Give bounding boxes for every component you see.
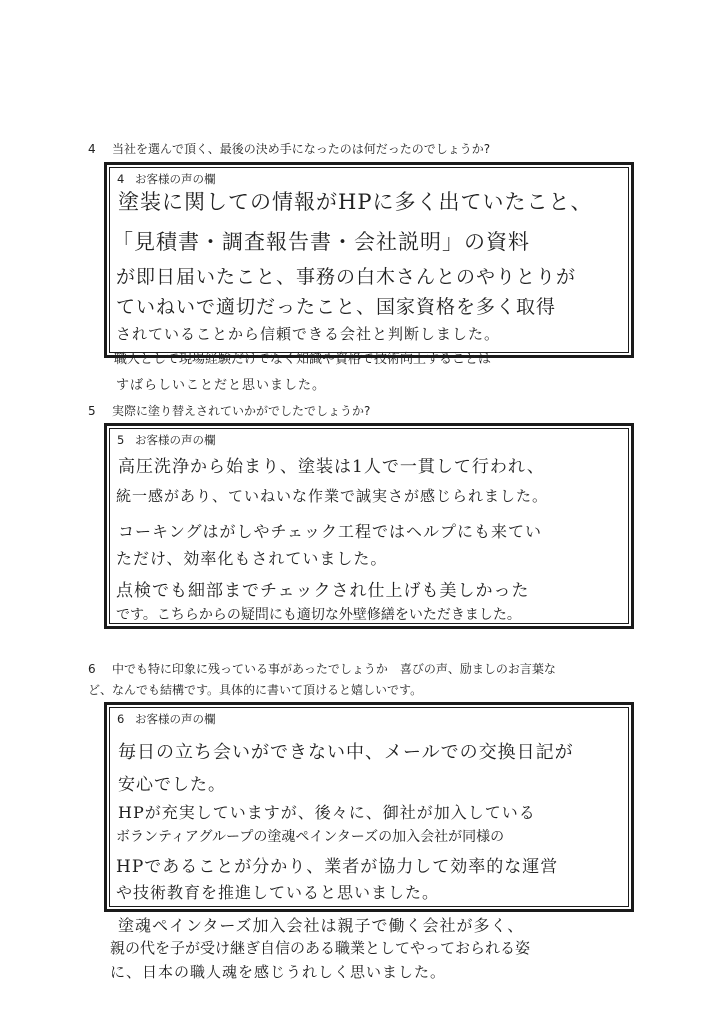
answer-4-line: 塗装に関しての情報がHPに多く出ていたこと、 xyxy=(118,190,593,214)
answer-5-line: ただけ、効率化もされていました。 xyxy=(116,549,388,568)
answer-box-4-number: 4 xyxy=(117,172,125,186)
answer-6-line: 毎日の立ち会いができない中、メールでの交換日記が xyxy=(118,742,574,763)
answer-box-4-label xyxy=(117,171,216,187)
question-4-number: 4 xyxy=(88,142,96,156)
question-6 xyxy=(88,660,556,677)
answer-6-after-line: に、日本の職人魂を感じうれしく思いました。 xyxy=(110,963,447,981)
question-5-text: 実際に塗り替えされていかがでしたでしょうか? xyxy=(112,404,371,418)
question-5 xyxy=(88,402,370,419)
answer-4-line: が即日届いたこと、事務の白木さんとのやりとりが xyxy=(116,266,577,288)
question-6-text-line1: 中でも特に印象に残っている事があったでしょうか 喜びの声、励ましのお言葉な xyxy=(112,662,556,676)
question-6-number: 6 xyxy=(88,662,96,676)
answer-6-line: HPであることが分かり、業者が協力して効率的な運営 xyxy=(116,857,559,877)
answer-6-after-line: 親の代を子が受け継ぎ自信のある職業としてやっておられる姿 xyxy=(110,939,531,957)
answer-box-5-number: 5 xyxy=(117,433,125,447)
answer-6-line: や技術教育を推進していると思いました。 xyxy=(116,883,440,902)
answer-4-line: されていることから信頼できる会社と判断しました。 xyxy=(116,325,501,343)
answer-6-after-line: 塗魂ペインターズ加入会社は親子で働く会社が多く、 xyxy=(118,916,525,935)
answer-6-line: 安心でした。 xyxy=(118,775,226,795)
question-4-text: 当社を選んで頂く、最後の決め手になったのは何だったのでしょうか? xyxy=(112,142,491,156)
answer-4-line: すばらしいことだと思いました。 xyxy=(116,378,327,393)
answer-5-line: コーキングはがしやチェック工程ではヘルプにも来てい xyxy=(118,522,543,541)
answer-4-line: ていねいで適切だったこと、国家資格を多く取得 xyxy=(116,296,557,318)
answer-4-line: 職人として現場経験だけでなく知識や資格で技術向上することは xyxy=(114,352,492,367)
answer-box-6-label xyxy=(117,711,216,727)
answer-5-line: です。こちらからの疑問にも適切な外壁修繕をいただきました。 xyxy=(116,607,521,623)
answer-box-4-label-text: お客様の声の欄 xyxy=(135,172,216,186)
question-4 xyxy=(88,140,490,157)
answer-box-6-number: 6 xyxy=(117,712,125,726)
answer-4-line: 「見積書・調査報告書・会社説明」の資料 xyxy=(112,230,530,254)
answer-6-line: HPが充実していますが、後々に、御社が加入している xyxy=(118,803,536,822)
question-6-continued xyxy=(88,681,422,698)
answer-box-5-label xyxy=(117,432,216,448)
question-6-text-line2: ど、なんでも結構です。具体的に書いて頂けると嬉しいです。 xyxy=(88,683,423,697)
answer-box-5-label-text: お客様の声の欄 xyxy=(135,433,216,447)
answer-5-line: 統一感があり、ていねいな作業で誠実さが感じられました。 xyxy=(116,487,549,505)
answer-5-line: 点検でも細部までチェックされ仕上げも美しかった xyxy=(116,581,530,601)
question-5-number: 5 xyxy=(88,404,96,418)
answer-6-line: ボランティアグループの塗魂ペインターズの加入会社が同様の xyxy=(116,829,505,845)
answer-box-6-label-text: お客様の声の欄 xyxy=(135,712,216,726)
answer-5-line: 高圧洗浄から始まり、塗装は1人で一貫して行われ、 xyxy=(118,457,545,477)
